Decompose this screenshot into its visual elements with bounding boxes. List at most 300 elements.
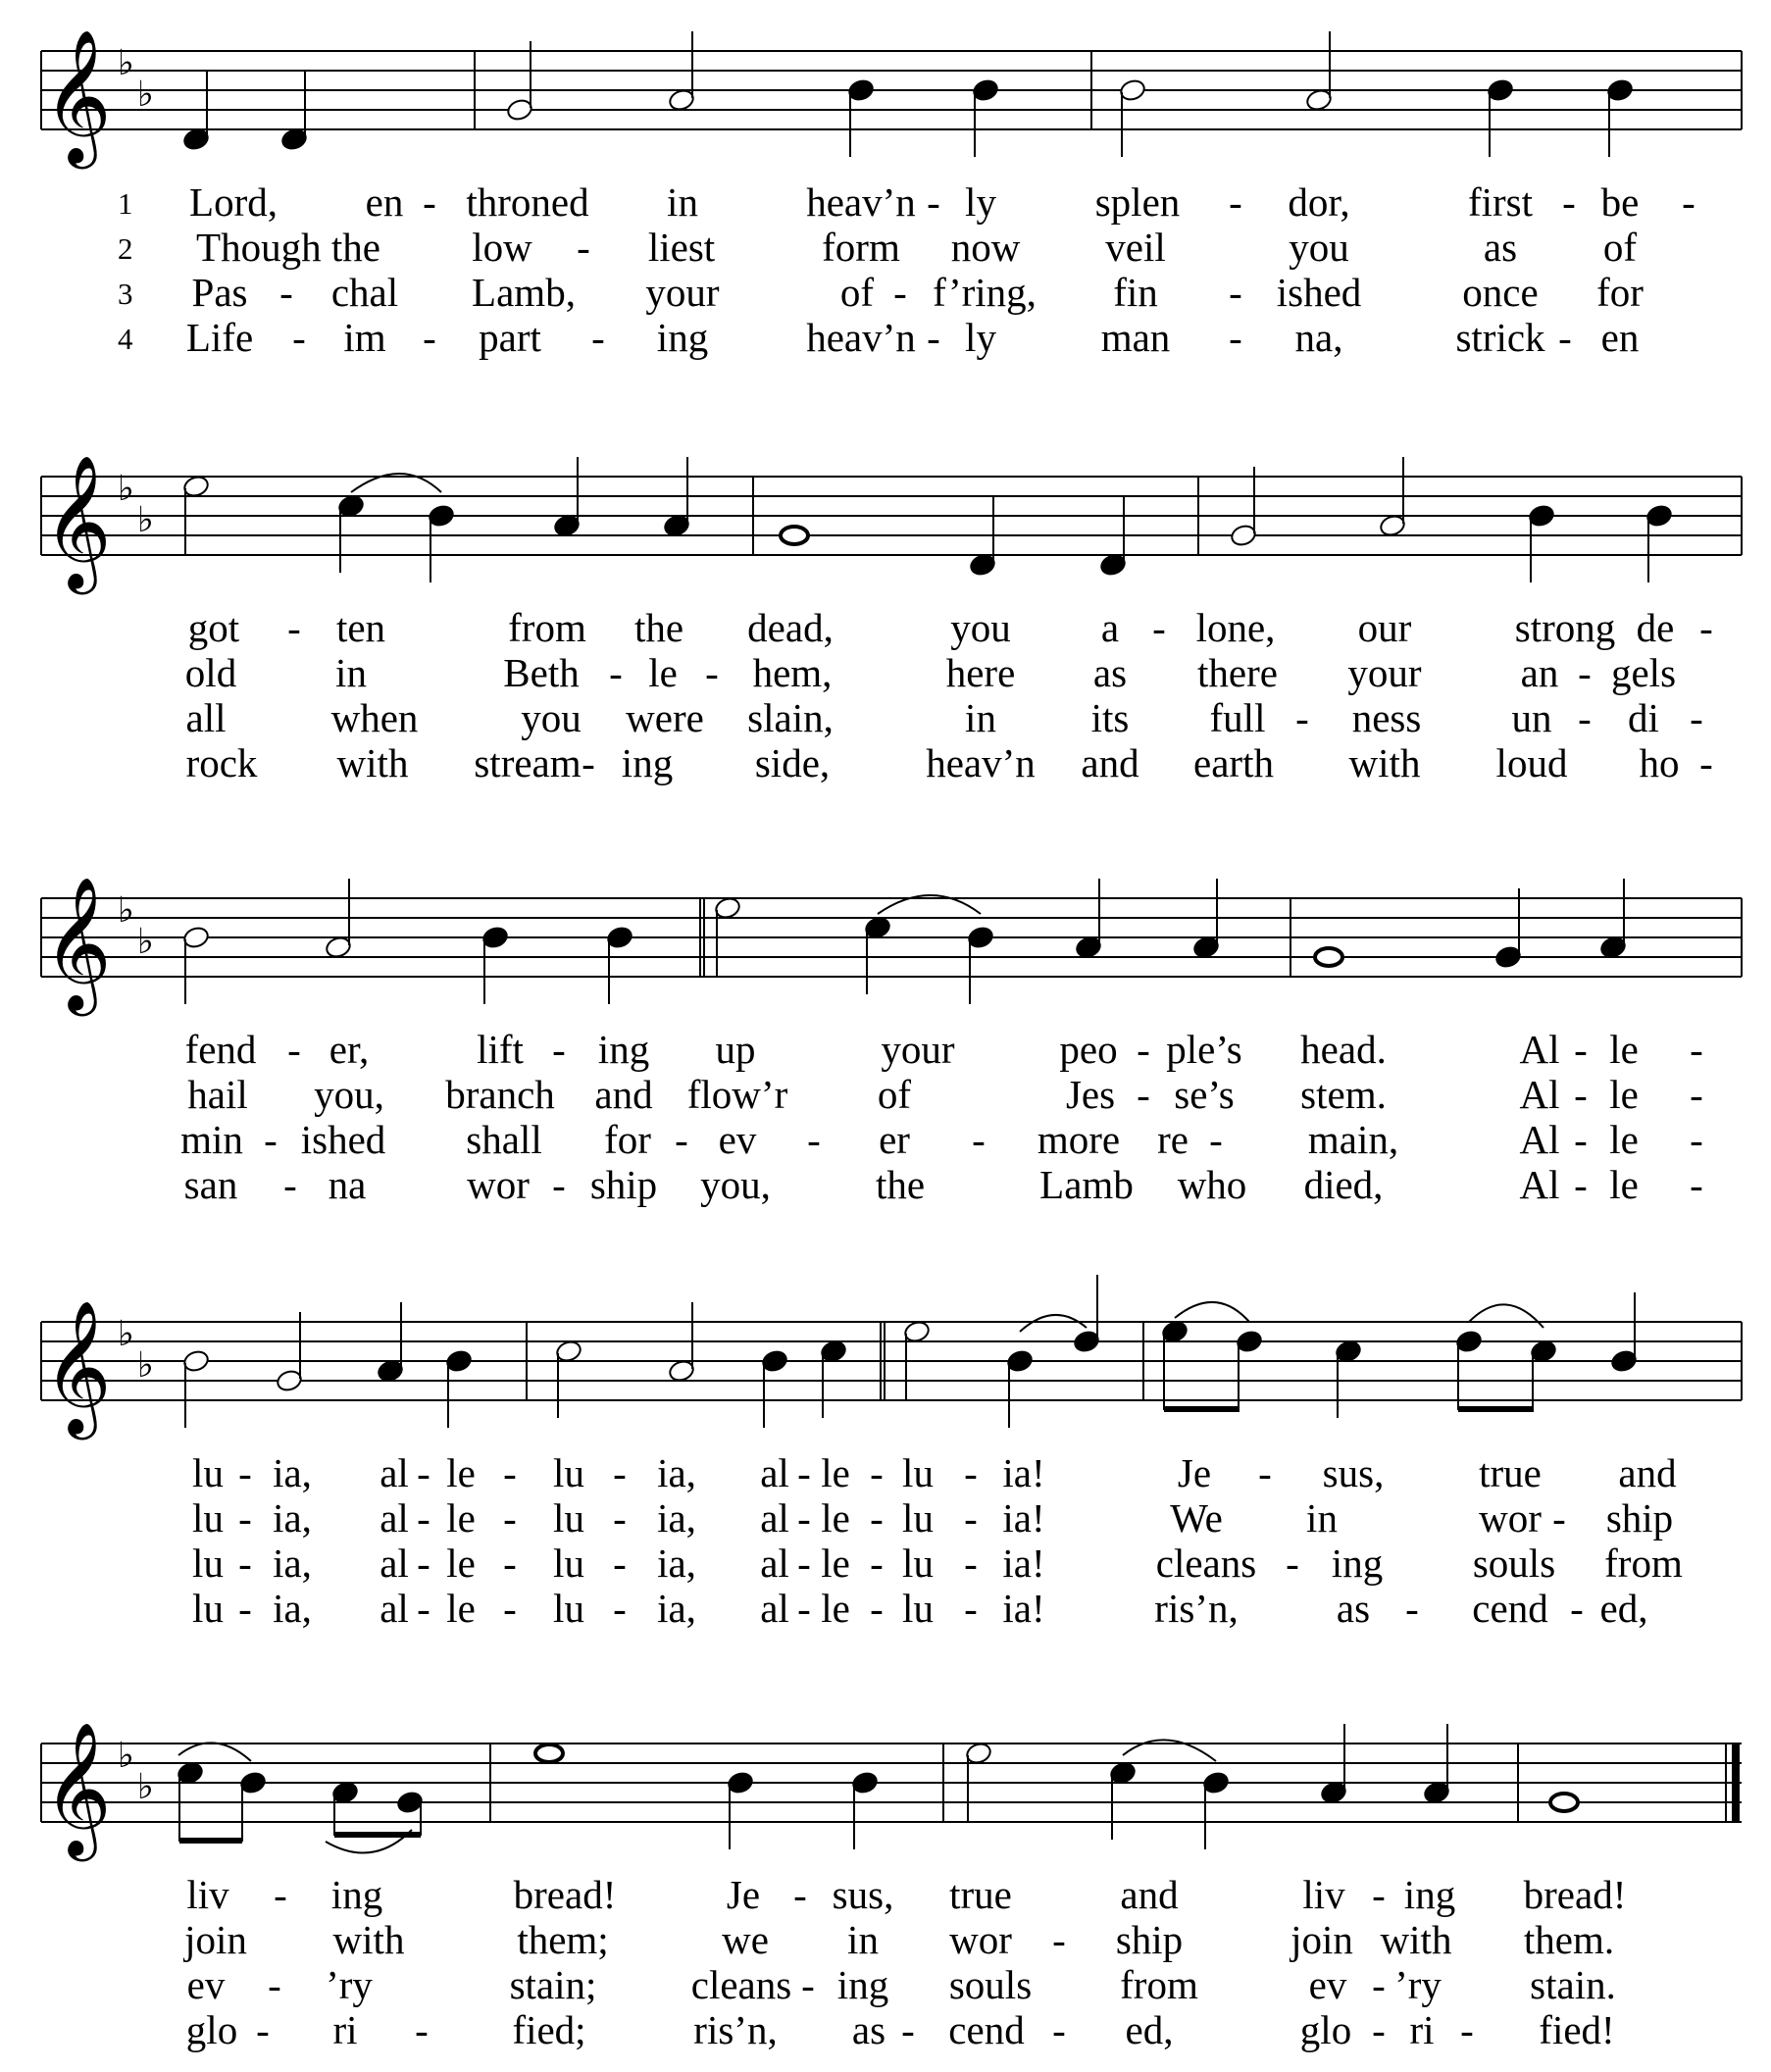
lyric-syllable: ed, [1125,2007,1174,2052]
lyric-syllable: - [901,2007,915,2052]
lyric-syllable: strick [1455,315,1545,360]
lyric-syllable: who [1177,1162,1247,1207]
lyric-syllable: We [1170,1495,1223,1541]
lyric-line [0,1585,1771,1630]
lyric-syllable: dead, [747,605,834,650]
lyric-syllable: lu [553,1541,584,1586]
lyric-syllable: its [1090,695,1130,740]
lyric-syllable: ing [330,1872,383,1917]
lyric-line [0,1540,1771,1585]
lyric-line [0,649,1771,694]
treble-clef-icon: 𝄞 [43,1298,112,1434]
lyric-line [0,1071,1771,1116]
flat-icon: ♭ [118,890,134,931]
music-system-4 [0,1271,1771,1663]
lyric-syllable: - [927,315,940,360]
lyric-syllable: bread! [1523,1872,1627,1917]
lyric-syllable: - [591,315,605,360]
lyric-syllable: le [446,1541,476,1586]
lyric-syllable: al [380,1541,409,1586]
lyric-line [0,1449,1771,1494]
lyric-syllable: cend [1472,1586,1548,1631]
lyric-syllable: - [1690,695,1703,740]
lyric-syllable: shall [466,1117,542,1162]
lyric-syllable: wor [1479,1495,1542,1541]
lyric-syllable: them. [1523,1917,1615,1962]
verse-number: 4 [118,322,133,356]
lyric-syllable: sus, [1322,1450,1385,1495]
lyric-syllable: in [847,1917,879,1962]
lyric-syllable: lone, [1195,605,1276,650]
lyric-syllable: lu [902,1450,934,1495]
lyric-syllable: cleans [1155,1541,1257,1586]
lyric-syllable: fin [1113,270,1158,315]
lyric-syllable: le [821,1586,850,1631]
lyric-syllable: join [184,1917,247,1962]
lyric-syllable: - [705,650,719,695]
lyric-syllable: and [1618,1450,1677,1495]
staff-5 [0,1693,1771,1869]
verse-number: 3 [118,277,133,311]
staff-1 [0,0,1771,177]
lyric-syllable: bread! [513,1872,617,1917]
lyric-syllable: - [1372,2007,1386,2052]
lyric-syllable: throned [466,179,589,225]
lyric-syllable: Al [1519,1072,1560,1117]
lyric-syllable: ia, [273,1541,312,1586]
lyric-syllable: you, [700,1162,771,1207]
lyric-syllable: - [807,1117,821,1162]
lyric-syllable: - [264,1117,278,1162]
lyric-line [0,739,1771,784]
lyric-syllable: here [945,650,1016,695]
lyric-syllable: - [870,1450,884,1495]
music-system-5 [0,1693,1771,2072]
lyric-syllable: there [1197,650,1278,695]
lyric-syllable: Life [185,315,254,360]
lyric-syllable: heav’n [926,740,1036,785]
lyric-syllable: ship [1605,1495,1674,1541]
lyric-syllable: - [964,1586,978,1631]
lyric-syllable: ia! [1002,1541,1045,1586]
lyric-syllable: dor, [1288,179,1350,225]
lyric-line [0,269,1771,314]
lyric-syllable: splen [1094,179,1181,225]
flat-icon: ♭ [137,1345,154,1386]
lyric-line [0,224,1771,269]
lyric-syllable: - [1690,1162,1703,1207]
lyric-syllable: we [722,1917,769,1962]
lyric-syllable: ing [621,740,674,785]
music-system-2 [0,426,1771,818]
lyric-syllable: join [1290,1917,1353,1962]
flat-icon: ♭ [118,1736,134,1776]
lyric-line [0,1161,1771,1206]
lyric-syllable: ten [335,605,386,650]
lyric-syllable: ia, [657,1586,696,1631]
lyric-syllable: cend [948,2007,1025,2052]
lyric-syllable: san [183,1162,238,1207]
lyric-syllable: Jes [1065,1072,1116,1117]
lyric-syllable: - [582,740,595,785]
lyric-syllable: - [1052,1917,1066,1962]
lyric-syllable: ship [1115,1917,1184,1962]
lyric-line [0,2006,1771,2051]
lyric-syllable: as [1483,225,1518,270]
lyric-syllable: - [417,1541,430,1586]
lyric-line [0,1494,1771,1540]
lyric-syllable: got [187,605,240,650]
lyric-syllable: from [1120,1962,1198,2007]
lyric-syllable: re [1157,1117,1189,1162]
flat-icon: ♭ [118,469,134,509]
lyric-syllable: Je [726,1872,761,1917]
lyric-syllable: - [870,1541,884,1586]
lyric-syllable: be [1600,179,1640,225]
lyric-syllable: Al [1519,1162,1560,1207]
lyric-syllable: ished [1276,270,1362,315]
lyric-syllable: the [875,1162,926,1207]
lyric-syllable: - [1574,1162,1588,1207]
lyric-syllable: as [1336,1586,1371,1631]
lyric-syllable: le [821,1495,850,1541]
lyric-syllable: the [633,605,684,650]
treble-clef-icon: 𝄞 [43,453,112,588]
lyric-syllable: lu [902,1495,934,1541]
lyric-syllable: ia! [1002,1450,1045,1495]
lyric-syllable: rock [185,740,258,785]
lyric-syllable: ev [718,1117,757,1162]
flat-icon: ♭ [118,1314,134,1354]
lyric-syllable: lu [192,1541,224,1586]
lyric-syllable: liest [647,225,716,270]
lyric-syllable: - [1405,1586,1419,1631]
flat-icon: ♭ [137,922,154,962]
lyric-line [0,178,1771,224]
lyric-syllable: - [927,179,940,225]
lyric-syllable: - [238,1586,252,1631]
lyric-syllable: ed, [1599,1586,1648,1631]
lyric-syllable: form [822,225,900,270]
lyric-syllable: ev [186,1962,226,2007]
lyric-syllable: - [417,1450,430,1495]
lyric-syllable: - [1690,1027,1703,1072]
lyric-syllable: f’ring, [933,270,1037,315]
lyric-syllable: lu [902,1541,934,1586]
lyric-syllable: of [1602,225,1638,270]
lyric-syllable: true [1479,1450,1542,1495]
lyric-syllable: an [1520,650,1559,695]
lyric-syllable: - [1699,740,1713,785]
lyric-syllable: your [881,1027,955,1072]
final-barline [1732,1744,1740,1822]
lyric-syllable: your [1347,650,1422,695]
verse-number: 2 [118,231,133,266]
lyric-syllable: - [287,605,301,650]
lyric-syllable: le [821,1541,850,1586]
lyric-syllable: ev [1308,1962,1347,2007]
lyric-syllable: ia, [657,1495,696,1541]
lyric-syllable: - [503,1495,517,1541]
lyric-syllable: - [1152,605,1166,650]
lyric-syllable: - [893,270,907,315]
lyric-syllable: - [279,270,293,315]
lyric-syllable: - [1690,1117,1703,1162]
lyric-syllable: lu [192,1450,224,1495]
lyric-syllable: Lamb, [472,270,576,315]
lyric-syllable: fied; [512,2007,586,2052]
lyric-syllable: your [645,270,720,315]
lyric-syllable: - [675,1117,688,1162]
lyric-syllable: - [797,1586,811,1631]
lyric-syllable: stem. [1300,1072,1387,1117]
lyric-syllable: earth [1193,740,1274,785]
lyric-syllable: when [330,695,419,740]
lyric-syllable: you [521,695,582,740]
lyric-syllable: in [965,695,996,740]
lyric-syllable: - [238,1541,252,1586]
lyric-syllable: min [180,1117,243,1162]
lyric-line [0,1961,1771,2006]
lyric-syllable: im [343,315,386,360]
lyric-syllable: - [283,1162,297,1207]
lyric-syllable: first [1467,179,1534,225]
staff-2 [0,426,1771,602]
lyric-syllable: them; [517,1917,609,1962]
lyric-syllable: now [950,225,1021,270]
lyric-syllable: er [879,1117,910,1162]
lyric-syllable: ing [1403,1872,1456,1917]
lyric-syllable: le [446,1495,476,1541]
flat-icon: ♭ [137,500,154,540]
lyric-syllable: ris’n, [693,2007,778,2052]
lyric-syllable: lift [477,1027,524,1072]
lyric-syllable: - [423,315,436,360]
treble-clef-icon: 𝄞 [43,27,112,163]
lyric-syllable: ship [589,1162,658,1207]
lyric-syllable: and [594,1072,653,1117]
lyric-syllable: a [1100,605,1120,650]
lyric-syllable: wor [949,1917,1012,1962]
lyric-syllable: - [613,1541,627,1586]
lyric-syllable: - [1574,1072,1588,1117]
verse-number: 1 [118,186,133,221]
lyric-syllable: - [1460,2007,1474,2052]
lyric-syllable: le [821,1450,850,1495]
lyric-syllable: Je [1177,1450,1212,1495]
lyric-syllable: of [839,270,875,315]
lyric-syllable: ing [836,1962,889,2007]
lyric-syllable: ia, [273,1586,312,1631]
lyric-syllable: loud [1495,740,1568,785]
lyric-syllable: - [274,1872,287,1917]
lyric-syllable: - [552,1027,566,1072]
lyric-syllable: ly [965,179,996,225]
lyric-syllable: - [1258,1450,1272,1495]
treble-clef-icon: 𝄞 [43,1720,112,1855]
lyric-syllable: le [648,650,678,695]
lyric-line [0,1916,1771,1961]
lyric-syllable: - [1578,695,1592,740]
lyric-syllable: with [332,1917,405,1962]
lyric-syllable: ia, [273,1450,312,1495]
lyric-syllable: fied! [1539,2007,1615,2052]
lyric-syllable: - [870,1495,884,1541]
lyric-syllable: - [797,1495,811,1541]
lyric-syllable: lu [192,1495,224,1541]
lyric-syllable: na [328,1162,367,1207]
lyric-line [0,314,1771,359]
lyric-syllable: - [1229,179,1242,225]
lyric-syllable: branch [445,1072,555,1117]
lyric-syllable: glo [185,2007,238,2052]
lyric-syllable: - [503,1541,517,1586]
lyric-syllable: - [503,1450,517,1495]
lyric-syllable: - [1574,1117,1588,1162]
lyric-syllable: - [552,1162,566,1207]
lyric-syllable: le [1609,1117,1639,1162]
lyric-syllable: - [1570,1586,1584,1631]
lyric-syllable: - [1372,1872,1386,1917]
lyric-syllable: fend [184,1027,257,1072]
lyric-syllable: ’ry [326,1962,373,2007]
lyric-syllable: once [1462,270,1539,315]
lyric-syllable: - [1229,315,1242,360]
lyric-syllable: ia! [1002,1495,1045,1541]
lyric-syllable: strong [1514,605,1616,650]
lyric-syllable: main, [1307,1117,1399,1162]
lyric-syllable: Lamb [1039,1162,1134,1207]
lyric-syllable: - [1682,179,1695,225]
lyric-syllable: ia, [657,1541,696,1586]
lyric-syllable: lu [553,1495,584,1541]
lyric-syllable: - [1286,1541,1299,1586]
lyric-syllable: died, [1303,1162,1384,1207]
lyric-syllable: - [870,1586,884,1631]
lyric-syllable: en [365,179,404,225]
lyric-syllable: - [292,315,306,360]
lyric-syllable: - [1209,1117,1223,1162]
lyric-syllable: - [1562,179,1576,225]
lyric-syllable: as [1092,650,1128,695]
lyric-syllable: lu [553,1586,584,1631]
lyric-syllable: ho [1639,740,1680,785]
lyric-syllable: ing [656,315,709,360]
lyric-syllable: liv [1302,1872,1345,1917]
music-system-1 [0,0,1771,392]
lyric-syllable: ’ry [1394,1962,1442,2007]
lyric-syllable: true [949,1872,1012,1917]
lyric-syllable: ri [1409,2007,1435,2052]
lyric-syllable: man [1100,315,1171,360]
lyric-syllable: - [238,1495,252,1541]
lyric-syllable: lu [902,1586,934,1631]
lyric-syllable: en [1600,315,1640,360]
lyric-syllable: low [472,225,532,270]
lyric-syllable: - [1137,1027,1150,1072]
staff-4 [0,1271,1771,1447]
lyric-syllable: head. [1300,1027,1387,1072]
lyric-syllable: al [760,1495,789,1541]
lyric-syllable: old [184,650,237,695]
lyric-syllable: - [1699,605,1713,650]
lyric-syllable: - [964,1495,978,1541]
lyric-syllable: - [613,1586,627,1631]
lyric-syllable: - [417,1495,430,1541]
lyric-syllable: with [1348,740,1421,785]
lyric-syllable: wor [467,1162,530,1207]
lyric-syllable: - [972,1117,986,1162]
lyric-syllable: glo [1299,2007,1352,2052]
lyric-syllable: - [503,1586,517,1631]
lyric-syllable: in [667,179,698,225]
lyric-syllable: al [760,1541,789,1586]
lyric-line [0,694,1771,739]
lyric-syllable: flow’r [686,1072,788,1117]
lyric-syllable: al [380,1450,409,1495]
music-system-3 [0,847,1771,1239]
lyric-syllable: ing [597,1027,650,1072]
lyric-syllable: de [1636,605,1675,650]
flat-icon: ♭ [137,75,154,115]
lyric-syllable: - [964,1450,978,1495]
lyric-syllable: - [1574,1027,1588,1072]
lyric-syllable: - [613,1495,627,1541]
lyric-syllable: ished [300,1117,386,1162]
lyric-syllable: from [508,605,586,650]
lyric-syllable: na, [1294,315,1343,360]
lyric-syllable: as [851,2007,886,2052]
lyric-syllable: - [1295,695,1309,740]
lyric-syllable: up [715,1027,756,1072]
lyric-syllable: - [1690,1072,1703,1117]
lyric-syllable: - [797,1541,811,1586]
treble-clef-icon: 𝄞 [43,875,112,1010]
lyric-syllable: - [238,1450,252,1495]
flat-icon: ♭ [137,1767,154,1807]
lyric-syllable: liv [186,1872,229,1917]
lyric-syllable: of [877,1072,912,1117]
lyric-syllable: heav’n [806,179,916,225]
staff-3 [0,847,1771,1024]
lyric-syllable: lu [553,1450,584,1495]
lyric-syllable: al [380,1586,409,1631]
lyric-syllable: - [1137,1072,1150,1117]
lyric-syllable: - [1052,2007,1066,2052]
lyric-syllable: our [1357,605,1412,650]
lyric-syllable: ia, [273,1495,312,1541]
lyric-syllable: more [1037,1117,1121,1162]
flat-icon: ♭ [118,43,134,83]
lyric-syllable: - [1229,270,1242,315]
lyric-syllable: - [1578,650,1592,695]
lyric-syllable: stream [474,740,582,785]
lyric-syllable: - [417,1586,430,1631]
lyric-syllable: le [1609,1072,1639,1117]
lyric-syllable: gels [1610,650,1677,695]
lyric-syllable: - [801,1962,815,2007]
lyric-syllable: peo [1059,1027,1118,1072]
lyric-syllable: ly [965,315,996,360]
lyric-syllable: - [268,1962,281,2007]
lyric-syllable: - [613,1450,627,1495]
lyric-syllable: hem, [752,650,833,695]
lyric-syllable: - [1372,1962,1386,2007]
lyric-syllable: slain, [747,695,834,740]
lyric-syllable: - [1558,315,1572,360]
lyric-syllable: souls [948,1962,1033,2007]
lyric-syllable: Though the [196,225,380,270]
